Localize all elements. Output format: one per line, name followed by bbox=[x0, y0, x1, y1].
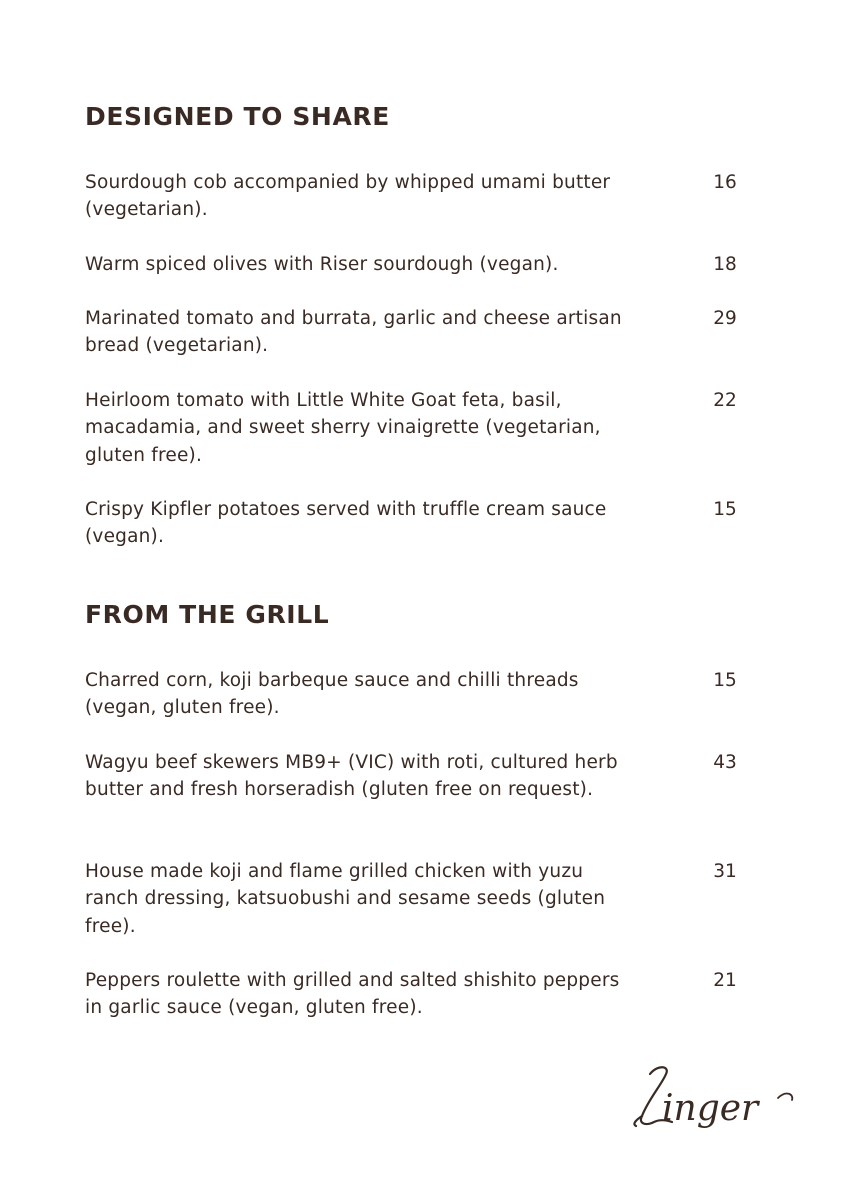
menu-item-price: 22 bbox=[713, 390, 737, 411]
menu-item-description: Peppers roulette with grilled and salted shishito peppers in garlic sauce (vegan, gluten free). bbox=[85, 970, 620, 1019]
menu-item-price: 15 bbox=[713, 499, 737, 520]
menu-item-price: 31 bbox=[713, 861, 737, 882]
linger-logo-icon bbox=[628, 1060, 798, 1140]
section-title-designed-to-share: DESIGNED TO SHARE bbox=[85, 102, 390, 131]
menu-item-price: 43 bbox=[713, 752, 737, 773]
menu-item-description: Wagyu beef skewers MB9+ (VIC) with roti, cultured herb butter and fresh horseradish (gluten free on request). bbox=[85, 752, 618, 801]
menu-item-description: Heirloom tomato with Little White Goat feta, basil, macadamia, and sweet sherry vinaigrette (vegetarian, gluten free). bbox=[85, 390, 601, 466]
menu-item-description: Warm spiced olives with Riser sourdough (vegan). bbox=[85, 254, 559, 275]
menu-item-description: Sourdough cob accompanied by whipped umami butter (vegetarian). bbox=[85, 172, 611, 221]
menu-item-price: 15 bbox=[713, 670, 737, 691]
menu-item-price: 16 bbox=[713, 172, 737, 193]
menu-item-price: 29 bbox=[713, 308, 737, 329]
menu-item-description: Crispy Kipfler potatoes served with truffle cream sauce (vegan). bbox=[85, 499, 607, 548]
section-title-from-the-grill: FROM THE GRILL bbox=[85, 600, 330, 629]
menu-item-description: House made koji and flame grilled chicken with yuzu ranch dressing, katsuobushi and sesame seeds (gluten free). bbox=[85, 861, 606, 937]
menu-item-description: Charred corn, koji barbeque sauce and chilli threads (vegan, gluten free). bbox=[85, 670, 579, 719]
menu-item-description: Marinated tomato and burrata, garlic and cheese artisan bread (vegetarian). bbox=[85, 308, 622, 357]
brand-logo bbox=[628, 1060, 798, 1140]
menu-item-price: 21 bbox=[713, 970, 737, 991]
menu-item-price: 18 bbox=[713, 254, 737, 275]
svg-text:inger: inger bbox=[662, 1088, 759, 1129]
